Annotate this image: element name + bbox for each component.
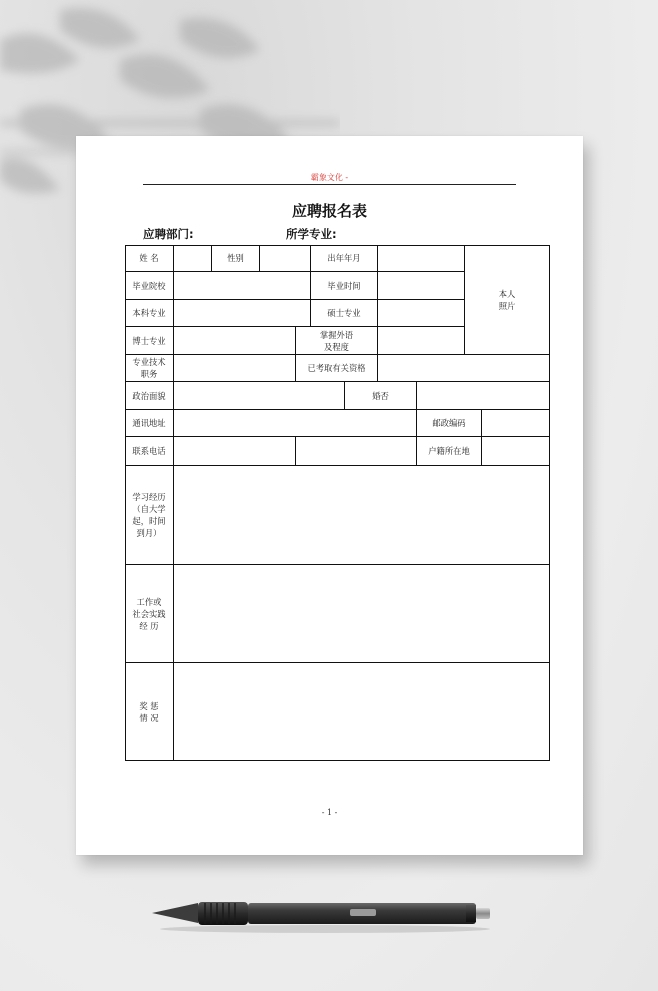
field-politics[interactable] [174,382,345,410]
field-master[interactable] [378,300,465,327]
label-work: 工作或 社会实践 经 历 [125,565,174,663]
label-school: 毕业院校 [125,272,174,300]
field-certificates[interactable] [378,355,550,382]
label-master: 硕士专业 [311,300,378,327]
field-work[interactable] [174,565,550,663]
label-title-tech: 专业技术 职务 [125,355,174,382]
form-paper [76,136,583,855]
label-politics: 政治面貌 [125,382,174,410]
label-birth: 出年年月 [311,245,378,272]
field-phone[interactable] [174,437,296,466]
label-awards: 奖 惩 情 况 [125,663,174,761]
label-certificates: 已考取有关资格 [296,355,378,382]
label-grad-time: 毕业时间 [311,272,378,300]
field-name[interactable] [174,245,212,272]
field-grad-time[interactable] [378,272,465,300]
label-hukou: 户籍所在地 [417,437,482,466]
label-marital: 婚否 [345,382,417,410]
label-gender: 性别 [212,245,260,272]
label-bachelor: 本科专业 [125,300,174,327]
field-marital[interactable] [417,382,550,410]
photo-box[interactable]: 本人 照片 [465,245,550,355]
label-name: 姓 名 [125,245,174,272]
label-address: 通讯地址 [125,410,174,437]
header-rule [143,184,516,185]
field-title-tech[interactable] [174,355,296,382]
brand-header: 霸象文化 - [310,173,349,182]
field-doctor[interactable] [174,327,296,355]
label-phone: 联系电话 [125,437,174,466]
dept-label: 应聘部门: [143,227,194,241]
form-title: 应聘报名表 [291,202,367,220]
application-form-table [125,245,550,761]
field-school[interactable] [174,272,311,300]
pen-illustration [150,893,492,935]
label-foreign-language: 掌握外语 及程度 [296,327,378,355]
label-education: 学习经历 （自大学 起，时间 到月） [125,466,174,565]
field-address[interactable] [174,410,417,437]
major-label: 所学专业: [286,227,337,241]
field-bachelor[interactable] [174,300,311,327]
label-doctor: 博士专业 [125,327,174,355]
field-birth[interactable] [378,245,465,272]
field-gender[interactable] [260,245,311,272]
field-education[interactable] [174,466,550,565]
page-number: - 1 - [321,808,338,817]
field-phone-extra[interactable] [296,437,417,466]
field-hukou[interactable] [482,437,550,466]
label-postcode: 邮政编码 [417,410,482,437]
field-postcode[interactable] [482,410,550,437]
field-awards[interactable] [174,663,550,761]
field-foreign-language[interactable] [378,327,465,355]
